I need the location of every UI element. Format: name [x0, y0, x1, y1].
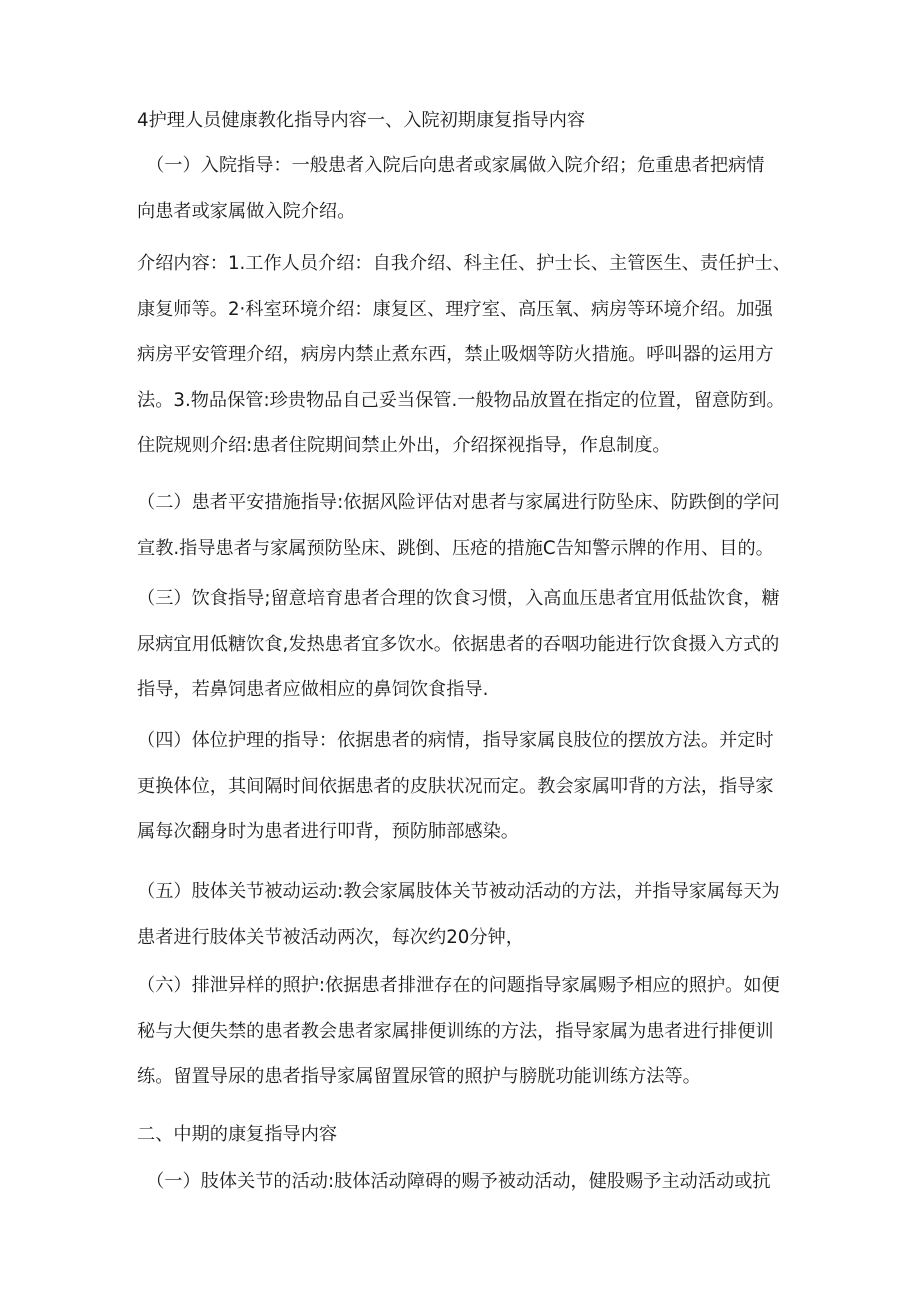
paragraph-safety-measures	[137, 480, 785, 571]
text-line: 4护理人员健康教化指导内容一、入院初期康复指导内容	[137, 110, 586, 131]
text-line: 病房平安管理介绍，病房内禁止煮东西，禁止吸烟等防火措施。呼叫器的运用方	[137, 344, 774, 365]
text-line: 康复师等。2·科室环境介绍：康复区、理疗室、高压氧、病房等环境介绍。加强	[137, 298, 773, 320]
section-heading-mid-term	[137, 1112, 785, 1158]
text-line: （五）肢体关节被动运动:教会家属肢体关节被动活动的方法，并指导家属每天为	[137, 881, 780, 902]
paragraph-joint-activity	[137, 1159, 785, 1205]
text-line: 患者进行肢体关节被活动两次，每次约20分钟，	[137, 926, 524, 948]
text-line: 介绍内容：1.工作人员介绍：自我介绍、科主任、护士长、主管医生、责任护士、	[137, 253, 791, 274]
text-line: 指导，若鼻饲患者应做相应的鼻饲饮食指导.	[137, 679, 489, 700]
text-line: （二）患者平安措施指导:依据风险评估对患者与家属进行防坠床、防跌倒的学问	[137, 492, 780, 513]
text-line: 更换体位，其间隔时间依据患者的皮肤状况而定。教会家属叩背的方法，指导家	[137, 775, 774, 797]
text-line: 尿病宜用低糖饮食,发热患者宜多饮水。依据患者的吞咽功能进行饮食摄入方式的	[137, 633, 780, 655]
text-line: 向患者或家属做入院介绍。	[137, 200, 356, 222]
text-line: 秘与大便失禁的患者教会患者家属排便训练的方法，指导家属为患者进行排便训	[137, 1020, 774, 1042]
paragraph-positioning-guidance	[137, 718, 785, 855]
text-line: （一）肢体关节的活动:肢体活动障碍的赐予被动活动，健股赐予主动活动或抗	[137, 1171, 771, 1192]
text-line: （四）体位护理的指导：依据患者的病情，指导家属良肢位的摆放方法。并定时	[137, 730, 774, 751]
text-line: 住院规则介绍:患者住院期间禁止外出，介绍探视指导，作息制度。	[137, 435, 671, 456]
paragraph-passive-exercise	[137, 869, 785, 960]
text-line: （三）饮食指导;留意培育患者合理的饮食习惯，入高血压患者宜用低盐饮食，糖	[137, 588, 780, 609]
paragraph-admission-guidance	[137, 143, 785, 234]
paragraph-excretion-care	[137, 963, 785, 1100]
text-line: 属每次翻身时为患者进行叩背，预防肺部感染。	[137, 821, 519, 842]
text-line: （六）排泄异样的照护:依据患者排泄存在的问题指导家属赐予相应的照护。如便	[137, 975, 780, 996]
paragraph-introduction-content	[137, 241, 791, 469]
paragraph-diet-guidance	[137, 576, 785, 713]
text-line: 宣教.指导患者与家属预防坠床、跳倒、压疮的措施C告知警示牌的作用、目的。	[137, 537, 774, 559]
text-line: 二、中期的康复指导内容	[137, 1124, 338, 1145]
document-title	[137, 98, 785, 144]
text-line: 练。留置导尿的患者指导家属留置尿管的照护与膀胱功能训练方法等。	[137, 1066, 701, 1087]
text-line: 法。3.物品保管:珍贵物品自己妥当保管.一般物品放置在指定的位置，留意防到。	[137, 389, 785, 411]
text-line: （一）入院指导：一般患者入院后向患者或家属做入院介绍；危重患者把病情	[137, 155, 765, 176]
